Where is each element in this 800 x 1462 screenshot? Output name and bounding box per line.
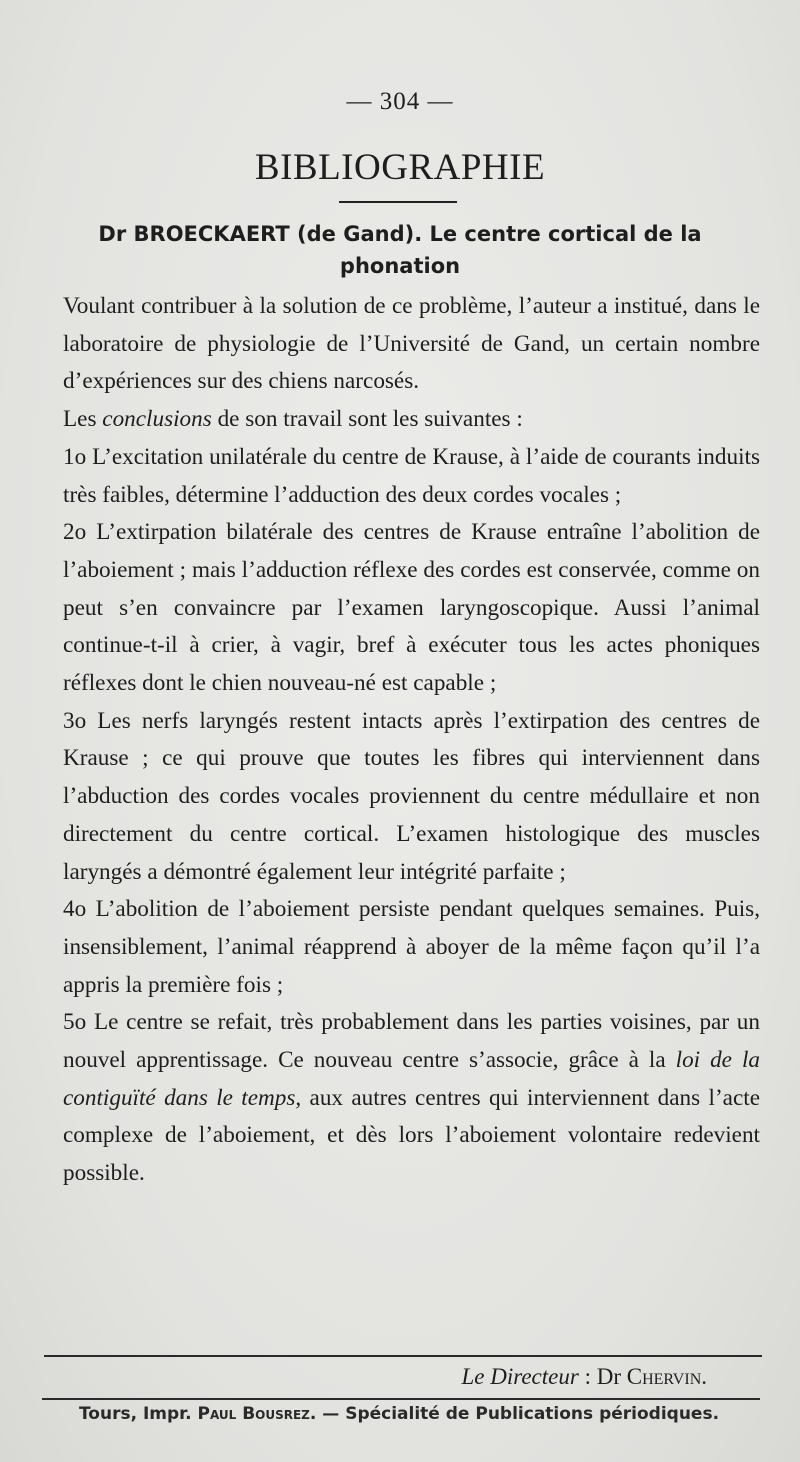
paragraph-point-4: 4o L’abolition de l’aboiement persiste pendant quelques semaines. Puis, insensiblement, l’animal réapprend à aboyer de la même façon qu’il l’a appris la première fois ; xyxy=(63,896,760,998)
signature: Le Directeur : Dr Chervin. xyxy=(461,1364,707,1389)
printer-name: Paul Bousrez. xyxy=(197,1404,317,1424)
page-number: — 304 — xyxy=(346,88,454,115)
page-title: BIBLIOGRAPHIE xyxy=(254,147,546,188)
signature-role: Le Directeur xyxy=(461,1364,579,1389)
author-name: BROECKAERT (de Gand). xyxy=(133,222,430,246)
paragraph-point-2: 2o L’extirpation bilatérale des centres de Krause entraîne l’abolition de l’aboiement ; mais l’adduction réflexe des cordes est conservée, comme on peut s’en convaincre par l’examen laryngoscopique. Aussi l’animal continue-t-il à crier, à vagir, bref à exécuter tous les actes phoniques réflexes dont le chien nouveau-né est capable ; xyxy=(63,519,760,697)
paragraph-point-1: 1o L’excitation unilatérale du centre de Krause, à l’aide de courants induits très faibles, détermine l’adduction des deux cordes vocales ; xyxy=(63,443,760,508)
author-title: Dr xyxy=(98,222,127,246)
footer-rule xyxy=(42,1398,760,1400)
signature-name: Chervin. xyxy=(626,1364,707,1389)
paragraph-conclusions: Les conclusions de son travail sont les suivantes : xyxy=(63,406,523,433)
paragraph-point-5: 5o Le centre se refait, très probablement dans les parties voisines, par un nouvel apprentissage. Ce nouveau centre s’associe, grâce à la loi de la contiguïté dans le temps, aux autres centres qui interviennent dans l’acte complexe de l’aboiement, et dès lors l’aboiement volontaire redevient possible. xyxy=(63,1009,760,1187)
paragraph-point-3: 3o Les nerfs laryngés restent intacts après l’extirpation des centres de Krause ; ce qui prouve que toutes les fibres qui interviennent dans l’abduction des cordes vocales proviennent du centre médullaire et non directement du centre cortical. L’examen histologique des muscles laryngés a démontré également leur intégrité parfaite ; xyxy=(63,707,760,885)
article-body xyxy=(38,288,760,1193)
paragraph-intro: Voulant contribuer à la solution de ce problème, l’auteur a institué, dans le laboratoire de physiologie de l’Université de Gand, un certain nombre d’expériences sur des chiens narcosés. xyxy=(63,293,760,395)
title-underline xyxy=(339,201,457,203)
emphasis-text: conclusions xyxy=(102,406,212,433)
article-title: Le centre cortical de la phonation xyxy=(339,222,702,278)
article-heading xyxy=(40,218,760,282)
signature-title: Dr xyxy=(596,1364,621,1389)
emphasis-text: loi de la contiguïté dans le temps xyxy=(63,1047,760,1111)
printer-footer: Tours, Impr. Paul Bousrez. — Spécialité de Publications périodiques. xyxy=(78,1404,720,1424)
divider-rule xyxy=(44,1355,762,1357)
